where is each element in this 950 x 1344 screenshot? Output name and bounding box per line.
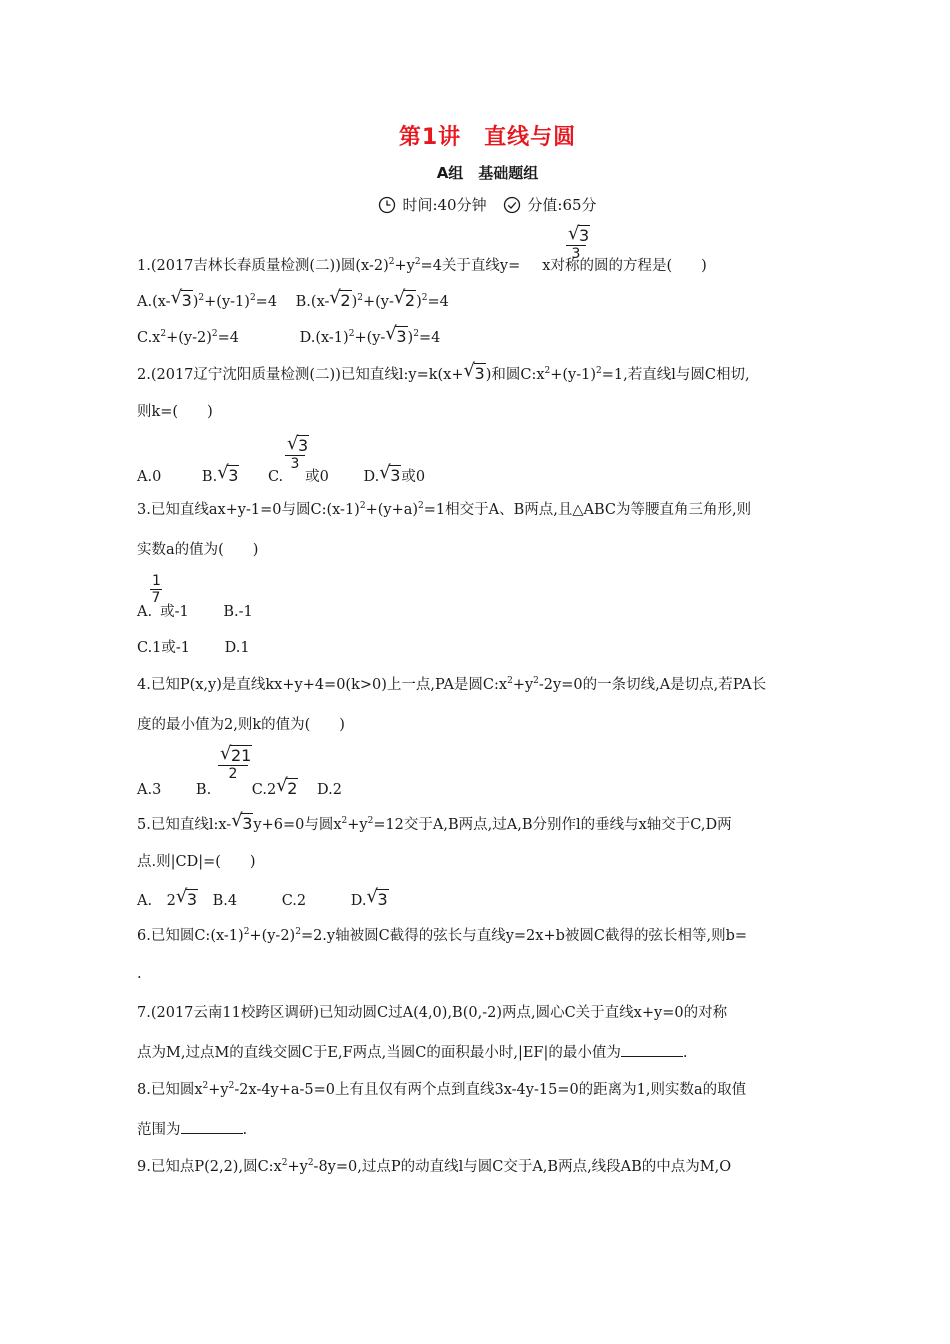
question-7-stem-line1: 7.(2017云南11校跨区调研)已知动圆C过A(4,0),B(0,-2)两点,圆心C关于直线x+y=0的对称 — [137, 1005, 728, 1021]
q7-answer-blank[interactable] — [621, 1042, 683, 1057]
q3-option-a: A. 或-1 — [137, 604, 189, 620]
question-1-stem: 1.(2017吉林长春质量检测(二))圆$(x-2)^2+y^2=4$关于直线y= x对称的圆的方程是( ) — [137, 257, 707, 274]
q3-fraction: 1 7 — [151, 573, 161, 606]
q1-option-d: $D.(x-1)^2+(y-√$ 3)$^2$=4 — [300, 327, 441, 350]
q4-option-a: A.3 — [137, 782, 162, 798]
check-circle-icon — [503, 196, 521, 214]
q8-answer-blank[interactable] — [181, 1119, 243, 1134]
question-1-options-ab — [137, 291, 449, 314]
score-label: 分值:65分 — [527, 196, 597, 214]
q2-option-a: A.0 — [137, 469, 162, 485]
question-2-stem-line1: 2.(2017辽宁沈阳质量检测(二))已知直线l:y=k(x+√ 3)和圆$C:x^2+(y-1)^2=1$,若直线l与圆C相切, — [137, 364, 750, 387]
meta-info — [0, 194, 950, 218]
question-7-stem-line2: 点为M,过点M的直线交圆C于E,F两点,当圆C的面积最小时,|EF|的最小值为 . — [137, 1042, 688, 1063]
question-8-stem-line2: 范围为 . — [137, 1119, 247, 1140]
question-3-stem-line1: 3.已知直线ax+y-1=0与圆$C:(x-1)^2+(y+a)^2=1$相交于A、B两点,且△ABC为等腰直角三角形,则 — [137, 501, 752, 518]
question-5-stem-line1: 5.已知直线l:x-√ 3y+6=0与圆$x^2+y^2=12$交于A,B两点,过A,B分别作l的垂线与x轴交于C,D两 — [137, 814, 732, 837]
question-9-stem-line1: 9.已知点P(2,2),圆$C:x^2+y^2-8y=0$,过点P的动直线l与圆C交于A,B两点,线段AB的中点为M,O — [137, 1158, 732, 1175]
question-2-stem-line2: 则k=( ) — [137, 404, 213, 420]
time-label: 时间:40分钟 — [402, 196, 487, 214]
q1-fraction: √ 3 3 — [566, 226, 586, 262]
q2-fraction: √ 3 3 — [285, 436, 305, 472]
q4-option-d: D.2 — [317, 782, 342, 798]
question-6-stem-line2: . — [137, 966, 142, 982]
question-5-stem-line2: 点.则|CD|=( ) — [137, 854, 256, 870]
question-3-options-cd — [137, 638, 250, 658]
q5-option-d: D.√ 3 — [351, 890, 389, 911]
question-5-options — [137, 890, 389, 911]
q1-option-c: $C.x^2+(y-2)^2=4$ — [137, 329, 239, 346]
page-title: 第1讲 直线与圆 — [398, 125, 577, 150]
score-info — [503, 194, 596, 215]
q2-option-d: D.√ 3或0 — [364, 466, 426, 487]
question-4-options — [137, 779, 342, 800]
question-1-options-cd — [137, 327, 440, 350]
question-4-stem-line2: 度的最小值为2,则k的值为( ) — [137, 717, 345, 733]
question-8-stem-line1: 8.已知圆$x^2+y^2-2x-4y+a-5=0$上有且仅有两个点到直线3x-4y-15=0的距离为1,则实数a的取值 — [137, 1081, 747, 1098]
clock-icon — [378, 196, 396, 214]
question-2-options — [137, 466, 425, 487]
q3-option-c: C.1或-1 — [137, 640, 191, 656]
question-3-stem-line2: 实数a的值为( ) — [137, 542, 259, 558]
q1-option-a: A.(x-√ $3)^2+(y-1)^2=4$ — [137, 291, 277, 314]
q4-fraction: √ 21 2 — [218, 746, 248, 782]
group-heading: A组 基础题组 — [436, 164, 539, 182]
question-4-stem-line1: 4.已知P(x,y)是直线kx+y+4=0(k>0)上一点,PA是圆$C:x^2+y^2-2y=0$的一条切线,A是切点,若PA长 — [137, 676, 767, 693]
question-3-options-ab — [137, 602, 253, 622]
time-info — [378, 194, 486, 215]
q2-option-b: B.√ 3 — [202, 466, 239, 487]
q3-option-b: B.-1 — [223, 604, 253, 620]
question-6-stem-line1: 6.已知圆$C:(x-1)^2+(y-2)^2=2.y$轴被圆C截得的弦长与直线y=2x+b被圆C截得的弦长相等,则b= — [137, 927, 748, 944]
q2-option-c: C. 或0 — [267, 469, 329, 485]
q4-option-c: C.2√ 2 — [252, 779, 299, 800]
q1-option-b: B.(x-√ 2)$^2$+(y-√ 2)$^2$=4 — [296, 291, 449, 314]
q5-option-b: B.4 — [212, 893, 238, 909]
q4-option-b: B. — [195, 782, 212, 798]
q5-option-c: C.2 — [281, 893, 307, 909]
q3-option-d: D.1 — [224, 640, 250, 656]
q5-option-a: A. 2√ 3 — [137, 890, 198, 911]
